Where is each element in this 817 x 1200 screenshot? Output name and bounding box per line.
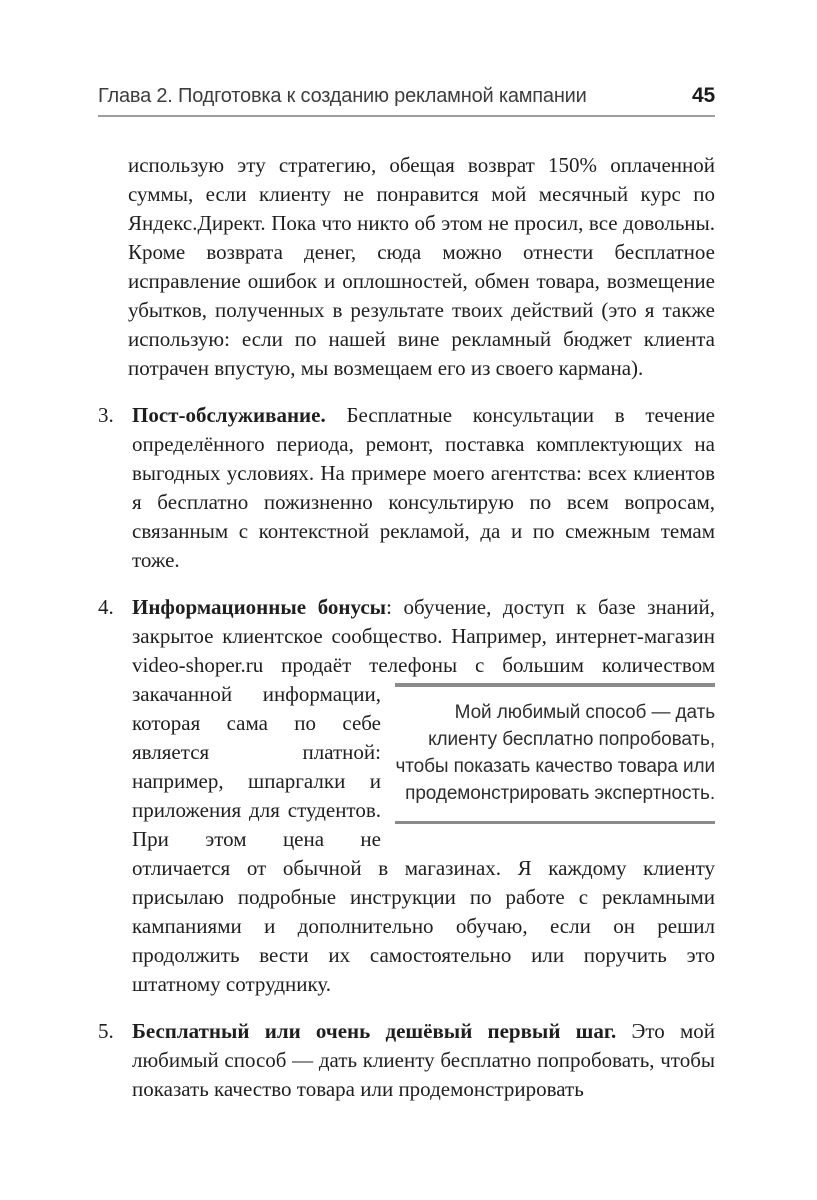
body-text — [98, 151, 715, 1104]
item-lead: Информационные бонусы — [132, 595, 387, 619]
running-head — [98, 84, 715, 117]
list-item-4 — [98, 593, 715, 999]
item-lead: Пост-обслуживание. — [132, 403, 326, 427]
page-number: 45 — [692, 84, 715, 107]
list-item-5 — [98, 1017, 715, 1104]
content-column — [98, 84, 715, 1104]
chapter-title: Глава 2. Подготовка к созданию рекламной кампании — [98, 85, 587, 107]
pull-quote — [395, 683, 715, 824]
item-body-text: Бесплатные консультации в течение определённого периода, ремонт, поставка комплектующих на выгодных условиях. На примере моего агентства: всех клиентов я бесплатно пожизненно консультирую по всем вопросам, связанным с контекстной рекламой, да и по смежным темам тоже. — [132, 403, 715, 572]
item-number: 3. — [98, 403, 114, 427]
item-number: 4. — [98, 595, 114, 619]
item-number: 5. — [98, 1019, 114, 1043]
item-lead: Бесплатный или очень дешёвый первый шаг. — [132, 1019, 617, 1043]
pull-quote-text: Мой любимый способ — дать клиенту бесплатно попробовать, чтобы показать качество товара или продемонстрировать экспертность. — [395, 702, 715, 804]
list-item-3 — [98, 401, 715, 575]
intro-paragraph-text: использую эту стратегию, обещая возврат 150% оплаченной суммы, если клиенту не понравится мой месячный курс по Яндекс.Директ. Пока что никто об этом не просил, все довольны. Кроме возврата денег, сюда можно отнести бесплатное исправление ошибок и оплошностей, обмен товара, возмещение убытков, полученных в результате твоих действий (это я также использую: если по нашей вине рекламный бюджет клиента потрачен впустую, мы возмещаем его из своего кармана). — [128, 153, 715, 380]
item-body-text-before: : обучение, доступ к базе знаний, закрытое клиентское сообщество. Например, интернет-магазин video-shoper.ru продаёт телефоны с большим — [132, 595, 715, 677]
item-body-text-after: количеством закачанной информации, которая сама по себе является платной: например, шпаргалки и приложения для студентов. При этом цена не отличается от обычной в магазинах. Я каждому клиенту присылаю подробные инструкции по работе с рекламными кампаниями и дополнительно обучаю, если он решил продолжить вести их самостоятельно или поручить это штатному сотруднику. — [132, 653, 715, 996]
intro-paragraph — [98, 151, 715, 383]
item-body-text: Это мой любимый способ — дать клиенту бесплатно попробовать, чтобы показать качество товара или продемонстрировать — [132, 1019, 716, 1101]
